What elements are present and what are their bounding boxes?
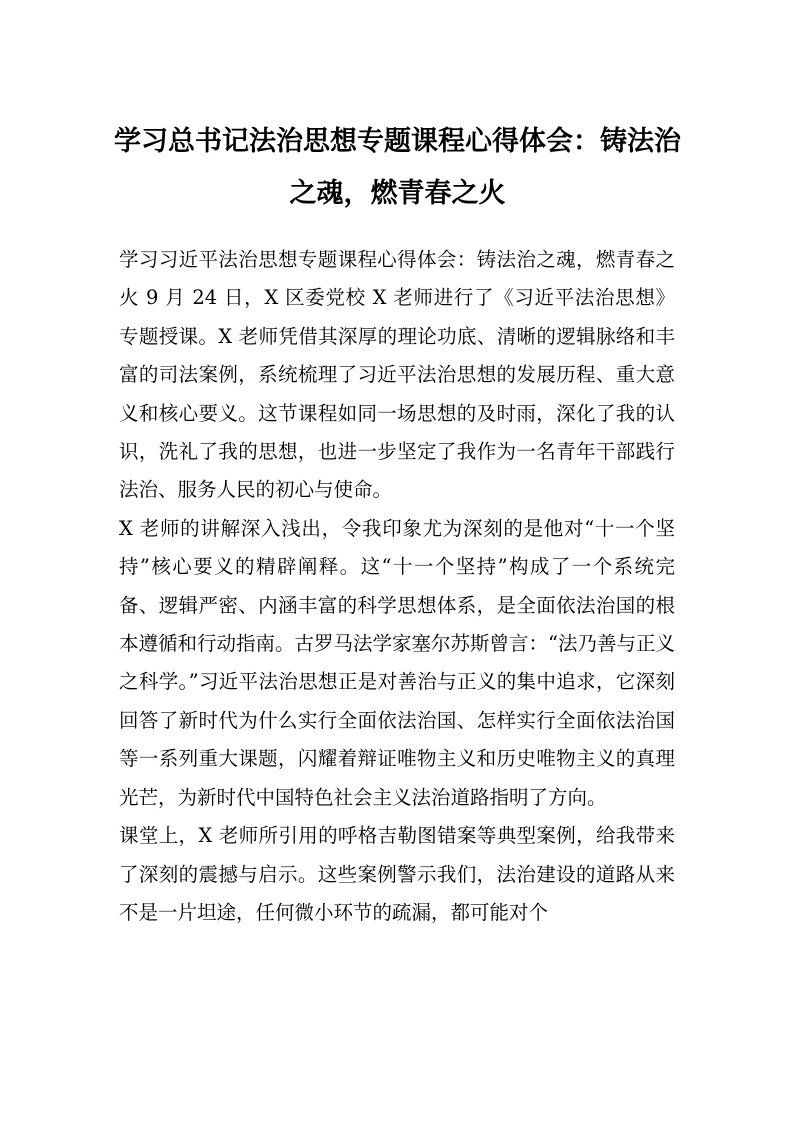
paragraph-2: X 老师的讲解深入浅出，令我印象尤为深刻的是他对“十一个坚持”核心要义的精辟阐释。这“十一个坚持”构成了一个系统完备、逻辑严密、内涵丰富的科学思想体系，是全面依法治国的根本遵循和行动指南。古罗马法学家塞尔苏斯曾言：“法乃善与正义之科学。”习近平法治思想正是对善治与正义的集中追求，它深刻回答了新时代为什么实行全面依法治国、怎样实行全面依法治国等一系列重大课题，闪耀着辩证唯物主义和历史唯物主义的真理光芒，为新时代中国特色社会主义法治道路指明了方向。 (119, 516, 675, 809)
paragraph-1: 学习习近平法治思想专题课程心得体会：铸法治之魂，燃青春之火 9 月 24 日，X 区委党校 X 老师进行了《习近平法治思想》专题授课。X 老师凭借其深厚的理论功底、清晰的逻辑脉络和丰富的司法案例，系统梳理了习近平法治思想的发展历程、重大意义和核心要义。这节课程如同一场思想的及时雨，深化了我的认识，洗礼了我的思想，也进一步坚定了我作为一名青年干部践行法治、服务人民的初心与使命。 (119, 248, 675, 502)
paragraph-3: 课堂上，X 老师所引用的呼格吉勒图错案等典型案例，给我带来了深刻的震撼与启示。这些案例警示我们，法治建设的道路从来不是一片坦途，任何微小环节的疏漏，都可能对个 (119, 824, 675, 924)
document-title: 学习总书记法治思想专题课程心得体会：铸法治之魂，燃青春之火 (114, 126, 681, 209)
document-body (119, 241, 675, 932)
